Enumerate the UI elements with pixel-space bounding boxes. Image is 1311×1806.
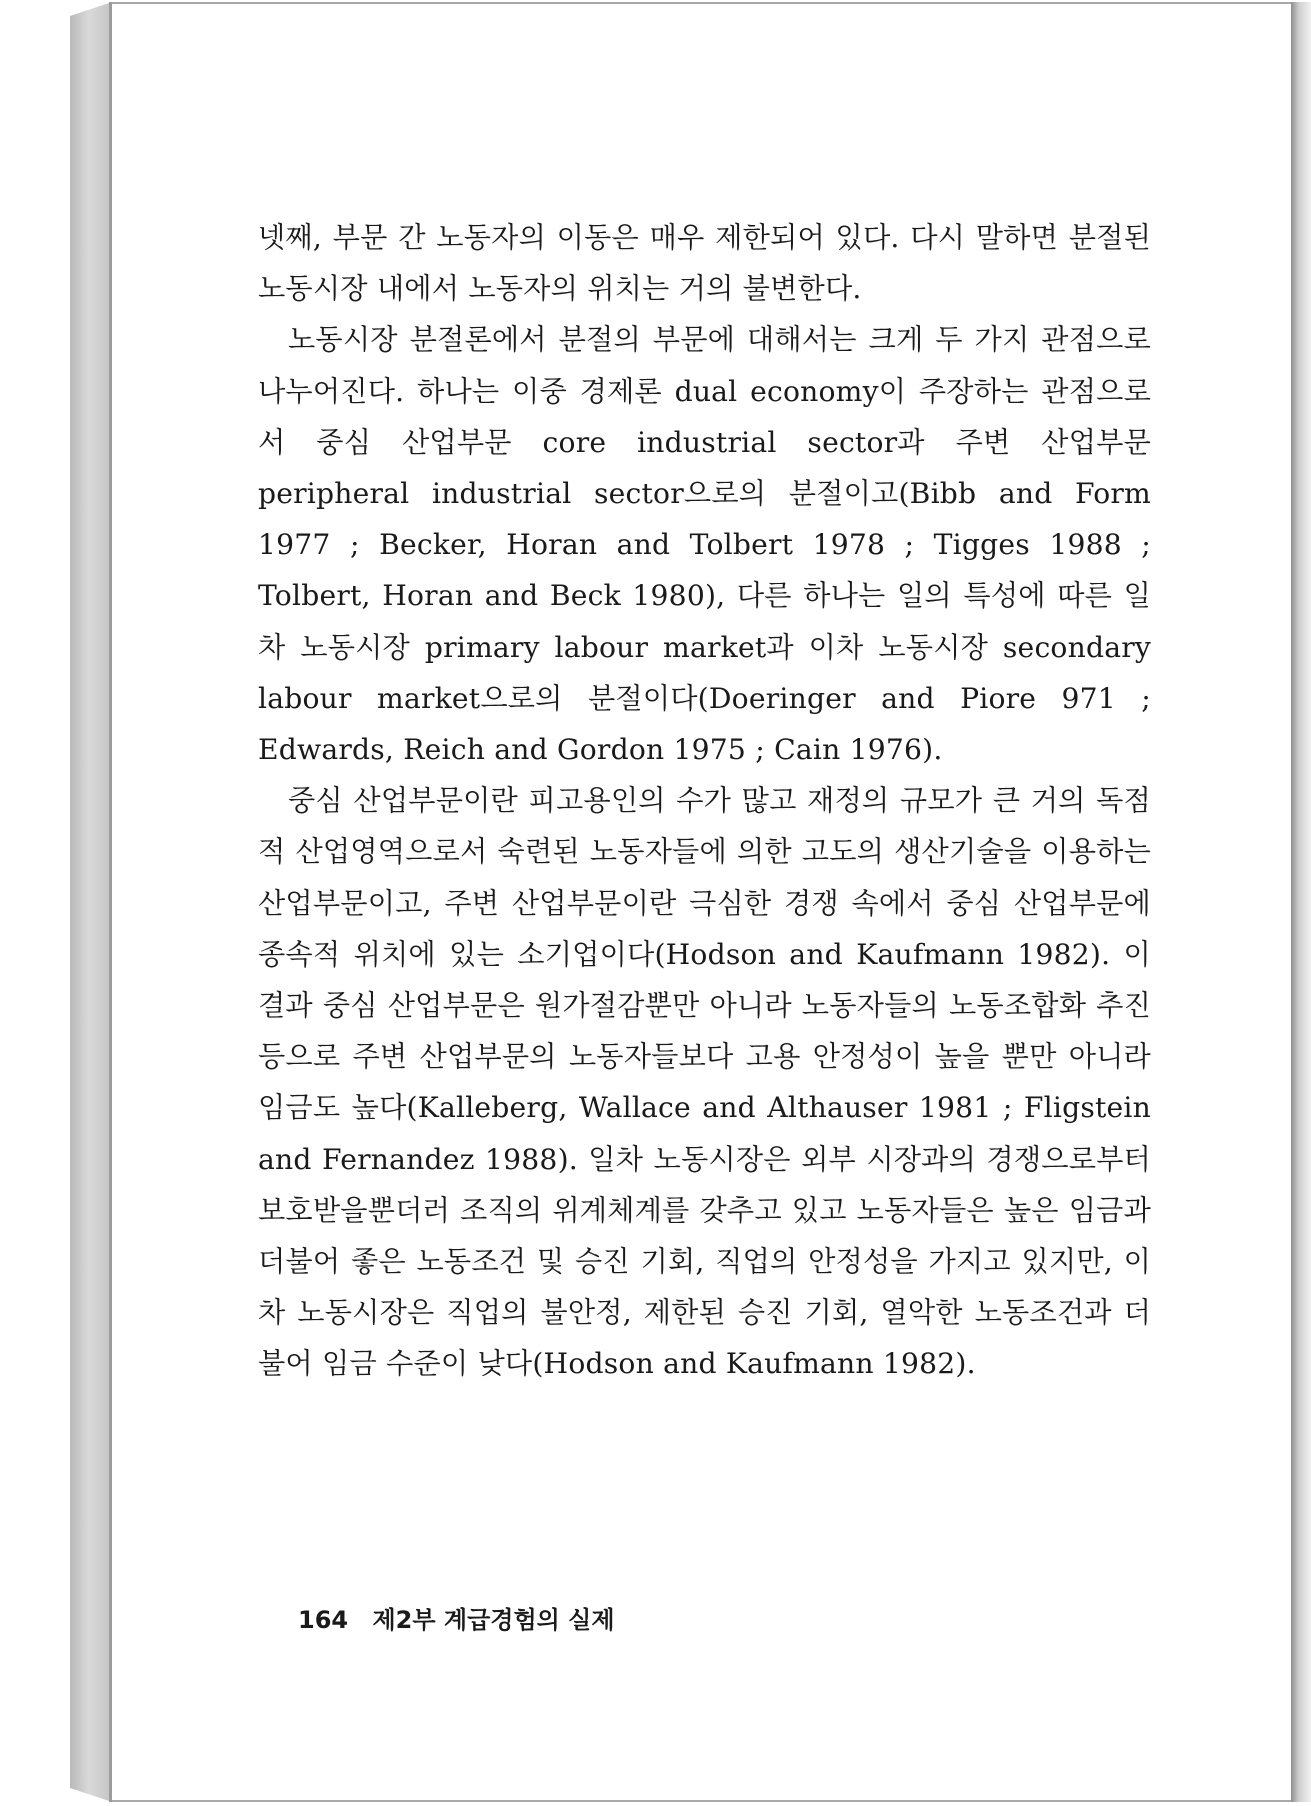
paragraph-2: 노동시장 분절론에서 분절의 부문에 대해서는 크게 두 가지 관점으로 나누어진다. 하나는 이중 경제론 dual economy이 주장하는 관점으로서 중심 산업부문 core industrial sector과 주변 산업부문 peripheral industrial sector으로의 분절이고(Bibb and Form 1977 ; Becker, Horan and Tolbert 1978 ; Tigges 1988 ; Tolbert, Horan and Beck 1980), 다른 하나는 일의 특성에 따른 일차 노동시장 primary labour market과 이차 노동시장 secondary labour market으로의 분절이다(Doeringer and Piore 971 ; Edwards, Reich and Gordon 1975 ; Cain 1976). [258, 323, 1151, 767]
page-footer [298, 1600, 615, 1635]
body-text [258, 212, 1151, 1390]
running-head: 제2부 계급경험의 실제 [372, 1606, 615, 1634]
page-number: 164 [298, 1606, 349, 1634]
paragraph-3: 중심 산업부문이란 피고용인의 수가 많고 재정의 규모가 큰 거의 독점적 산업영역으로서 숙련된 노동자들에 의한 고도의 생산기술을 이용하는 산업부문이고, 주변 산업부문이란 극심한 경쟁 속에서 중심 산업부문에 종속적 위치에 있는 소기업이다(Hodson and Kaufmann 1982). 이 결과 중심 산업부문은 원가절감뿐만 아니라 노동자들의 노동조합화 추진 등으로 주변 산업부문의 노동자들보다 고용 안정성이 높을 뿐만 아니라 임금도 높다(Kalleberg, Wallace and Althauser 1981 ; Fligstein and Fernandez 1988). 일차 노동시장은 외부 시장과의 경쟁으로부터 보호받을뿐더러 조직의 위계체계를 갖추고 있고 노동자들은 높은 임금과 더불어 좋은 노동조건 및 승진 기회, 직업의 안정성을 가지고 있지만, 이차 노동시장은 직업의 불안정, 제한된 승진 기회, 열악한 노동조건과 더불어 임금 수준이 낮다(Hodson and Kaufmann 1982). [258, 784, 1151, 1381]
page-shadow [1291, 2, 1311, 1802]
paragraph-1: 넷째, 부문 간 노동자의 이동은 매우 제한되어 있다. 다시 말하면 분절된 노동시장 내에서 노동자의 위치는 거의 불변한다. [258, 221, 1151, 306]
book-spine [70, 2, 112, 1802]
